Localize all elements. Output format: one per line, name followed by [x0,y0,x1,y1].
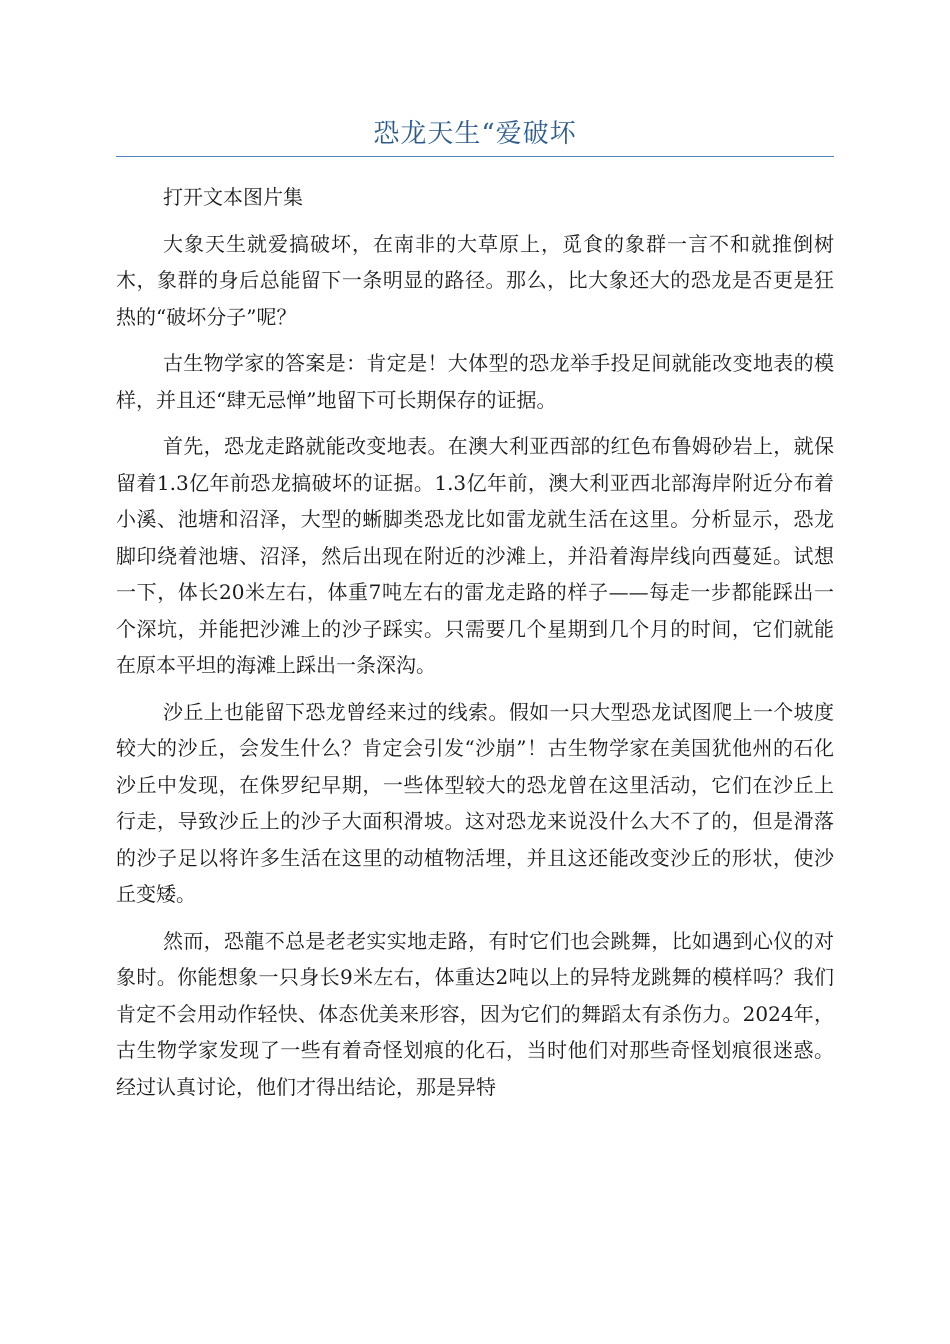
paragraph-paleontologist-answer: 古生物学家的答案是：肯定是！大体型的恐龙举手投足间就能改变地表的模样，并且还“肆无忌惮”地留下可长期保存的证据。 [116,351,834,412]
document-title: 恐龙天生“爱破坏 [373,119,577,149]
paragraph-sand-dunes: 沙丘上也能留下恐龙曾经来过的线索。假如一只大型恐龙试图爬上一个坡度较大的沙丘，会发生什么？肯定会引发“沙崩”！古生物学家在美国犹他州的石化沙丘中发现，在侏罗纪早期，一些体型较大的恐龙曾在这里活动，它们在沙丘上行走，导致沙丘上的沙子大面积滑坡。这对恐龙来说没什么大不了的，但是滑落的沙子足以将许多生活在这里的动植物活埋，并且这还能改变沙丘的形状，使沙丘变矮。 [116,699,834,906]
document-page [116,0,834,1115]
title-underline [116,156,834,157]
paragraph-dancing-dinosaurs: 然而，恐龍不总是老老实实地走路，有时它们也会跳舞，比如遇到心仪的对象时。你能想象一只身长9米左右，体重达2吨以上的异特龙跳舞的模样吗？我们肯定不会用动作轻快、体态优美来形容，因为它们的舞蹈太有杀伤力。2024年，古生物学家发现了一些有着奇怪划痕的化石，当时他们对那些奇怪划痕很迷惑。经过认真讨论，他们才得出结论，那是异特 [116,928,834,1099]
paragraph-walking-changes-ground: 首先，恐龙走路就能改变地表。在澳大利亚西部的红色布鲁姆砂岩上，就保留着1.3亿年前恐龙搞破坏的证据。1.3亿年前，澳大利亚西北部海岸附近分布着小溪、池塘和沼泽，大型的蜥脚类恐龙比如雷龙就生活在这里。分析显示，恐龙脚印绕着池塘、沼泽，然后出现在附近的沙滩上，并沿着海岸线向西蔓延。试想一下，体长20米左右，体重7吨左右的雷龙走路的样子——每走一步都能踩出一个深坑，并能把沙滩上的沙子踩实。只需要几个星期到几个月的时间，它们就能在原本平坦的海滩上踩出一条深沟。 [116,434,834,677]
document-body [116,179,834,1105]
paragraph-image-collection-link: 打开文本图片集 [163,185,303,209]
paragraph-elephants: 大象天生就爱搞破坏，在南非的大草原上，觅食的象群一言不和就推倒树木，象群的身后总能留下一条明显的路径。那么，比大象还大的恐龙是否更是狂热的“破坏分子”呢？ [116,231,834,329]
